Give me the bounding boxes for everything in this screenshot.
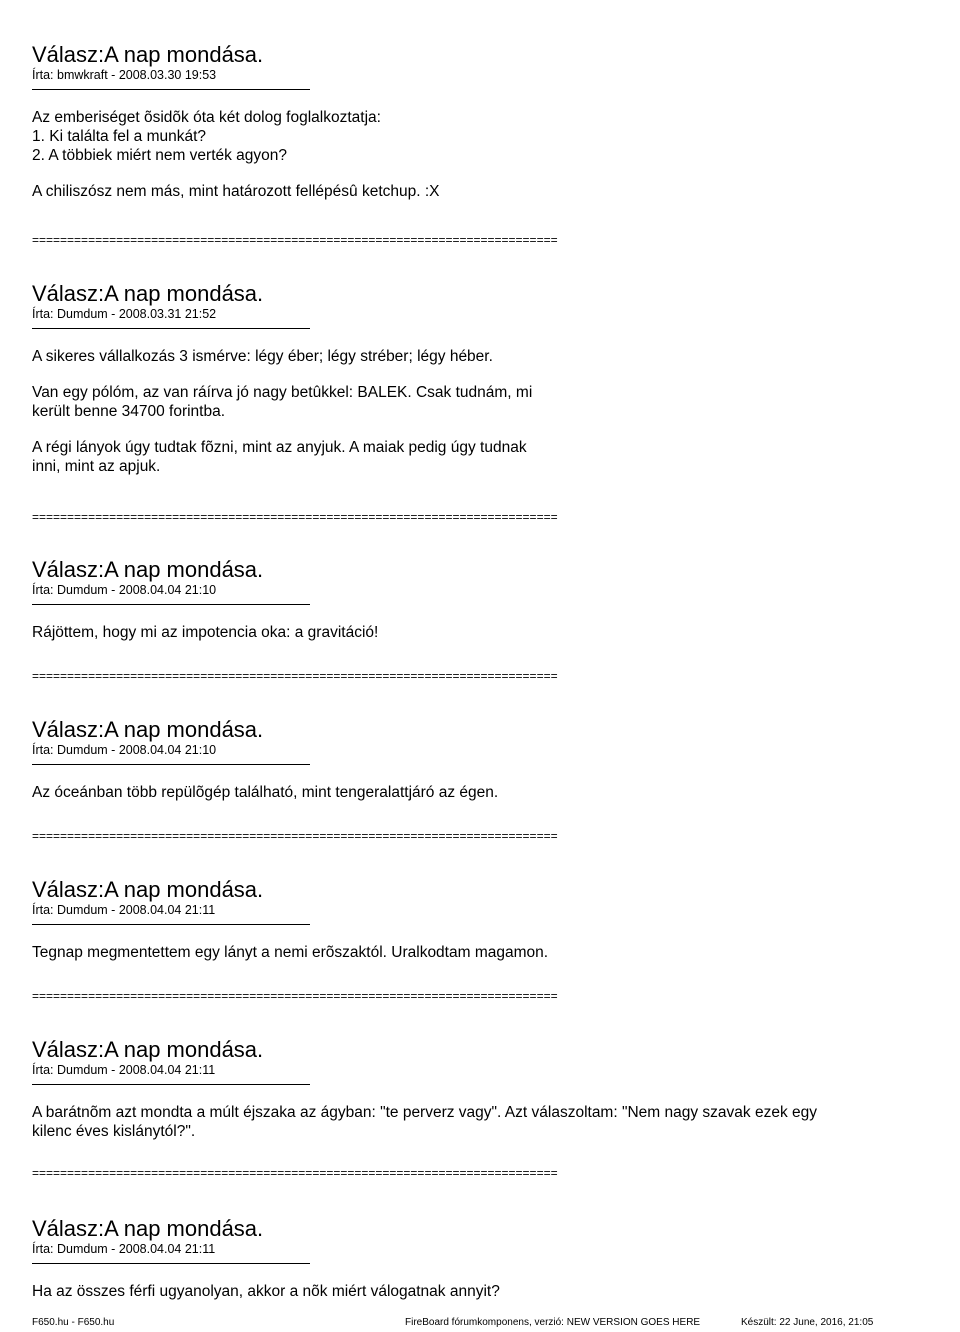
post-separator: =========================================================================== [32,234,558,246]
post-line: 2. A többiek miért nem verték agyon? [32,147,288,164]
post-meta: Írta: Dumdum - 2008.04.04 21:11 [32,1063,216,1077]
forum-post [32,877,912,962]
post-meta: Írta: bmwkraft - 2008.03.30 19:53 [32,68,217,82]
post-meta: Írta: Dumdum - 2008.04.04 21:11 [32,903,216,917]
post-line: A barátnõm azt mondta a múlt éjszaka az ágyban: "te perverz vagy". Azt válaszoltam: "Nem nagy szavak ezek egy [32,1104,817,1121]
post-divider [32,1263,310,1264]
post-body [32,108,912,201]
post-title: Válasz:A nap mondása. [32,717,264,742]
post-title: Válasz:A nap mondása. [32,877,264,902]
post-body [32,783,912,802]
forum-post [32,717,912,802]
post-separator: =========================================================================== [32,990,558,1002]
post-divider [32,924,310,925]
post-meta: Írta: Dumdum - 2008.04.04 21:10 [32,743,217,757]
post-line: Tegnap megmentettem egy lányt a nemi erõszaktól. Uralkodtam magamon. [32,944,549,961]
post-body [32,623,912,642]
post-meta: Írta: Dumdum - 2008.03.31 21:52 [32,307,217,321]
post-divider [32,89,310,90]
forum-post [32,281,912,476]
post-line: került benne 34700 forintba. [32,403,226,420]
post-meta: Írta: Dumdum - 2008.04.04 21:10 [32,583,217,597]
forum-post [32,557,912,642]
post-separator: =========================================================================== [32,830,558,842]
post-line: A chiliszósz nem más, mint határozott fellépésû ketchup. :X [32,183,440,200]
forum-post [32,1216,912,1301]
post-divider [32,764,310,765]
post-body [32,1282,912,1301]
post-line: Ha az összes férfi ugyanolyan, akkor a nõk miért válogatnak annyit? [32,1283,500,1300]
post-divider [32,1084,310,1085]
post-separator: =========================================================================== [32,670,558,682]
post-title: Válasz:A nap mondása. [32,1037,264,1062]
post-separator: =========================================================================== [32,1167,558,1179]
post-line: Az óceánban több repülõgép található, mint tengeralattjáró az égen. [32,784,499,801]
post-title: Válasz:A nap mondása. [32,557,264,582]
post-line: A sikeres vállalkozás 3 ismérve: légy éber; légy stréber; légy héber. [32,348,493,365]
post-line: Van egy pólóm, az van ráírva jó nagy betûkkel: BALEK. Csak tudnám, mi [32,384,533,401]
post-body [32,347,912,476]
post-line: kilenc éves kislánytól?". [32,1123,196,1140]
post-line: A régi lányok úgy tudtak fõzni, mint az anyjuk. A maiak pedig úgy tudnak [32,439,527,456]
post-line: Rájöttem, hogy mi az impotencia oka: a gravitáció! [32,624,379,641]
post-divider [32,604,310,605]
post-title: Válasz:A nap mondása. [32,42,264,67]
post-line: Az emberiséget õsidõk óta két dolog foglalkoztatja: [32,109,381,126]
post-title: Válasz:A nap mondása. [32,1216,264,1241]
post-title: Válasz:A nap mondása. [32,281,264,306]
forum-post [32,1037,912,1141]
footer-generated: Készült: 22 June, 2016, 21:05 [741,1317,874,1328]
post-body [32,943,912,962]
post-line: inni, mint az apjuk. [32,458,161,475]
forum-post [32,42,912,201]
footer-component: FireBoard fórumkomponens, verzió: NEW VERSION GOES HERE [405,1317,701,1328]
post-line: 1. Ki találta fel a munkát? [32,128,207,145]
footer-site: F650.hu - F650.hu [32,1317,115,1328]
post-body [32,1103,912,1141]
post-divider [32,328,310,329]
post-meta: Írta: Dumdum - 2008.04.04 21:11 [32,1242,216,1256]
post-separator: =========================================================================== [32,511,558,523]
